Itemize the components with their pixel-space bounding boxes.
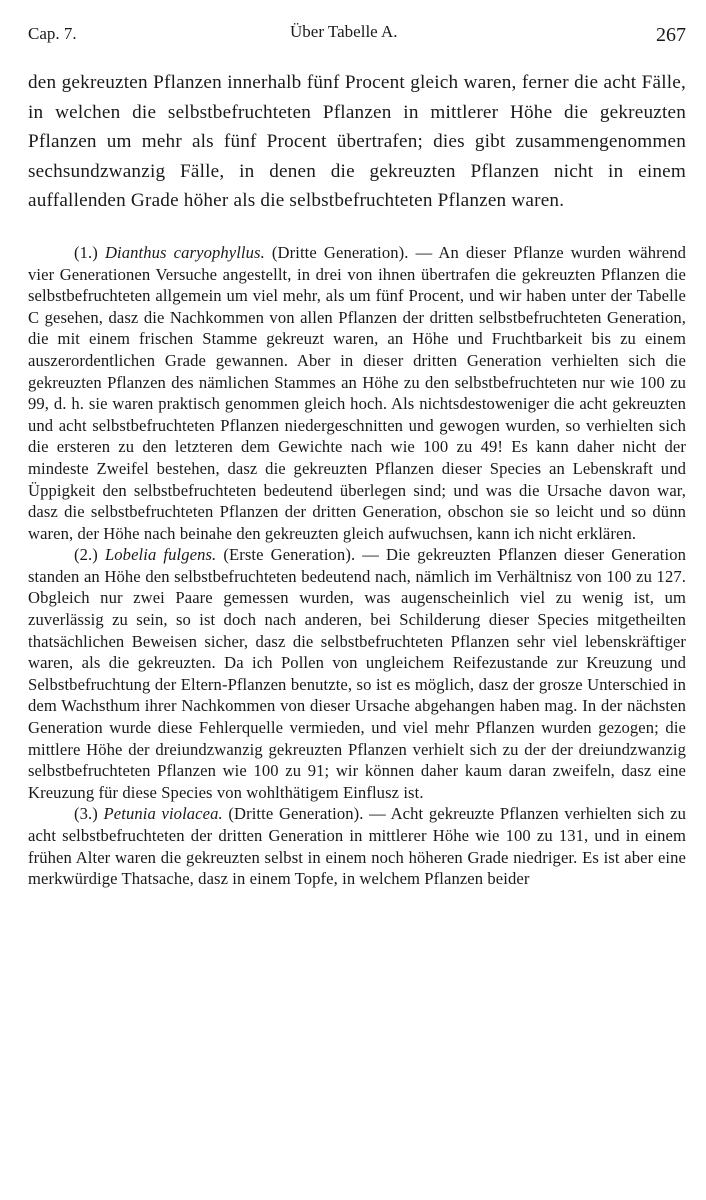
section-lobelia: [28, 544, 686, 803]
species-name: Lobelia fulgens.: [104, 545, 217, 565]
section-text: (Erste Generation). — Die gekreuzten Pflanzen dieser Generation standen an Höhe den selbstbefruchteten bedeutend nach, nämlich im Verhältnisz von 100 zu 127. Obgleich nur zwei Paare gemessen wurden, was augenscheinlich viel zu wenig ist, um zuverlässig zu sein, so ist doch nach anderen, bei Schilderung dieser Species mitgetheilten thatsächlichen Beweisen sicher, dasz die selbstbefruchteten Pflanzen sehr viel lebenskräftiger waren, als die gekreuzten. Da ich Pollen von ungleichem Reifezustande zur Kreuzung und Selbstbefruchtung der Eltern-Pflanzen benutzte, so ist es möglich, dasz der grosze Unterschied in dem Wachsthum ihrer Nachkommen von dieser Ursache abgehangen haben mag. In der nächsten Generation wurde diese Fehlerquelle vermieden, und viel mehr Pflanzen wurden gezogen; die mittlere Höhe der dreiundzwanzig gekreuzten Pflanzen verhielt sich zu der der dreiundzwanzig selbstbefruchteten Pflanzen wie 100 zu 91; wir können daher kaum daran zweifeln, dasz eine Kreuzung für diese Species von wohlthätigem Einflusz ist.: [28, 545, 686, 802]
intro-paragraph: den gekreuzten Pflanzen innerhalb fünf Procent gleich waren, ferner die acht Fälle, in welchen die selbstbefruchteten Pflanzen in mittlerer Höhe die gekreuzten Pflanzen um mehr als fünf Procent übertrafen; dies gibt zusammengenommen sechsundzwanzig Fälle, in denen die gekreuzten Pflanzen nicht in einem auffallenden Grade höher als die selbstbefruchteten Pflanzen waren.: [28, 72, 686, 212]
section-text: (Dritte Generation). — An dieser Pflanze wurden während vier Generationen Versuche angestellt, in drei von ihnen übertrafen die gekreuzten Pflanzen die selbstbefruchteten allgemein um viel mehr, als um fünf Procent, und wir haben unter der Tabelle C gesehen, dasz die Nachkommen von allen Pflanzen der dritten selbstbefruchteten Generation, die mit einem frischen Stamme gekreuzt waren, an Höhe und Fruchtbarkeit bis zu einem auszerordentlichen Grade gewannen. Aber in dieser dritten Generation verhielten sich die gekreuzten Pflanzen des nämlichen Stammes an Höhe zu den selbstbefruchteten nur wie 100 zu 99, d. h. sie waren praktisch genommen gleich hoch. Als nichtsdestoweniger die acht gekreuzten und acht selbstbefruchteten Pflanzen niedergeschnitten und gewogen wurden, so verhielten sich die ersteren zu den letzteren dem Gewichte nach wie 100 zu 49! Es kann daher nicht der mindeste Zweifel bestehen, dasz die gekreuzten Pflanzen dieser Species an Lebenskraft und Üppigkeit den selbstbefruchteten bedeutend überlegen sind; und was die Ursache davon war, dasz die selbstbefruchteten Pflanzen der dritten Generation, obschon sie so leicht und so dünn waren, der Höhe nach beinahe den gekreuzten gleich aufwuchsen, kann ich nicht erklären.: [28, 242, 687, 543]
page-number: 267: [656, 24, 686, 46]
running-title: Über Tabelle A.: [290, 22, 398, 41]
species-name: Petunia violacea.: [103, 804, 223, 824]
running-header: [28, 14, 686, 48]
chapter-label: Cap. 7.: [28, 24, 77, 43]
section-number: (1.): [74, 242, 98, 262]
section-petunia: [28, 803, 686, 889]
section-number: (2.): [74, 545, 98, 565]
section-text: (Dritte Generation). — Acht gekreuzte Pflanzen verhielten sich zu acht selbstbefruchteten der dritten Generation in mittlerer Höhe wie 100 zu 131, und in einem frühen Alter waren die gekreuzten selbst in einem noch höheren Grade niedriger. Es ist aber eine merkwürdige Thatsache, dasz in einem Topfe, in welchem Pflanzen beider: [28, 804, 686, 889]
book-page: [28, 14, 686, 890]
species-name: Dianthus caryophyllus.: [104, 242, 265, 262]
section-dianthus: [28, 242, 686, 544]
section-number: (3.): [74, 804, 98, 824]
